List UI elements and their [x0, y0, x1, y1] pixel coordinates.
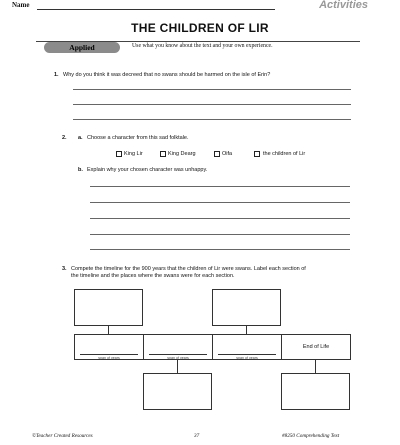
q2-number: 2.	[62, 135, 67, 141]
option-checkbox-2[interactable]	[160, 151, 166, 157]
timeline-connector-3	[177, 360, 178, 373]
section-label: Activities	[319, 0, 368, 11]
span-label-1: span of years	[98, 356, 120, 360]
q3-text-line-2: the timeline and the places where the swans were for each section.	[71, 273, 235, 279]
page-title: THE CHILDREN OF LIR	[131, 21, 269, 35]
span-line-1[interactable]	[80, 354, 138, 355]
timeline-top-box-2[interactable]	[212, 289, 281, 326]
q3-number: 3.	[62, 266, 67, 272]
option-label-1: King Lir	[124, 151, 143, 157]
name-line[interactable]	[37, 9, 275, 10]
q2-answer-line-5[interactable]	[90, 249, 350, 250]
option-checkbox-1[interactable]	[116, 151, 122, 157]
q1-answer-line-2[interactable]	[73, 104, 351, 105]
timeline-top-box-1[interactable]	[74, 289, 143, 326]
q2-answer-line-2[interactable]	[90, 202, 350, 203]
timeline-bottom-box-2[interactable]	[281, 373, 350, 410]
option-label-3: Oifa	[222, 151, 233, 157]
end-of-life-label: End of Life	[302, 344, 330, 350]
timeline-bottom-box-1[interactable]	[143, 373, 212, 410]
span-line-3[interactable]	[218, 354, 276, 355]
q1-answer-line-1[interactable]	[73, 89, 351, 90]
footer-book-title: #8250 Comprehending Text	[282, 433, 340, 439]
timeline-connector-4	[315, 360, 316, 373]
footer-copyright: ©Teacher Created Resources	[32, 433, 93, 439]
option-checkbox-3[interactable]	[214, 151, 220, 157]
timeline-connector-2	[246, 326, 247, 334]
q2a-text: Choose a character from this sad folktale.	[87, 135, 189, 141]
q2-answer-line-3[interactable]	[90, 218, 350, 219]
q3-text-line-1: Compete the timeline for the 900 years that the children of Lir were swans. Label each section of	[71, 266, 306, 272]
applied-badge: Applied	[44, 42, 120, 53]
span-label-2: span of years	[167, 356, 189, 360]
applied-instruction: Use what you know about the text and your own experience.	[132, 43, 273, 49]
q2a-label: a.	[78, 135, 83, 141]
q2b-text: Explain why your chosen character was unhappy.	[87, 167, 208, 173]
name-label: Name	[12, 1, 30, 9]
q1-answer-line-3[interactable]	[73, 119, 351, 120]
q2-answer-line-4[interactable]	[90, 234, 350, 235]
option-label-4: the children of Lir	[263, 151, 306, 157]
timeline-connector-1	[108, 326, 109, 334]
span-label-3: span of years	[236, 356, 258, 360]
q2-answer-line-1[interactable]	[90, 186, 350, 187]
q2b-label: b.	[78, 167, 83, 173]
option-label-2: King Dearg	[168, 151, 196, 157]
q1-number: 1.	[54, 72, 59, 78]
q1-text: Why do you think it was decreed that no swans should be harmed on the isle of Erin?	[63, 72, 271, 78]
option-checkbox-4[interactable]	[254, 151, 260, 157]
span-line-2[interactable]	[149, 354, 207, 355]
footer-page-number: 37	[194, 433, 200, 439]
